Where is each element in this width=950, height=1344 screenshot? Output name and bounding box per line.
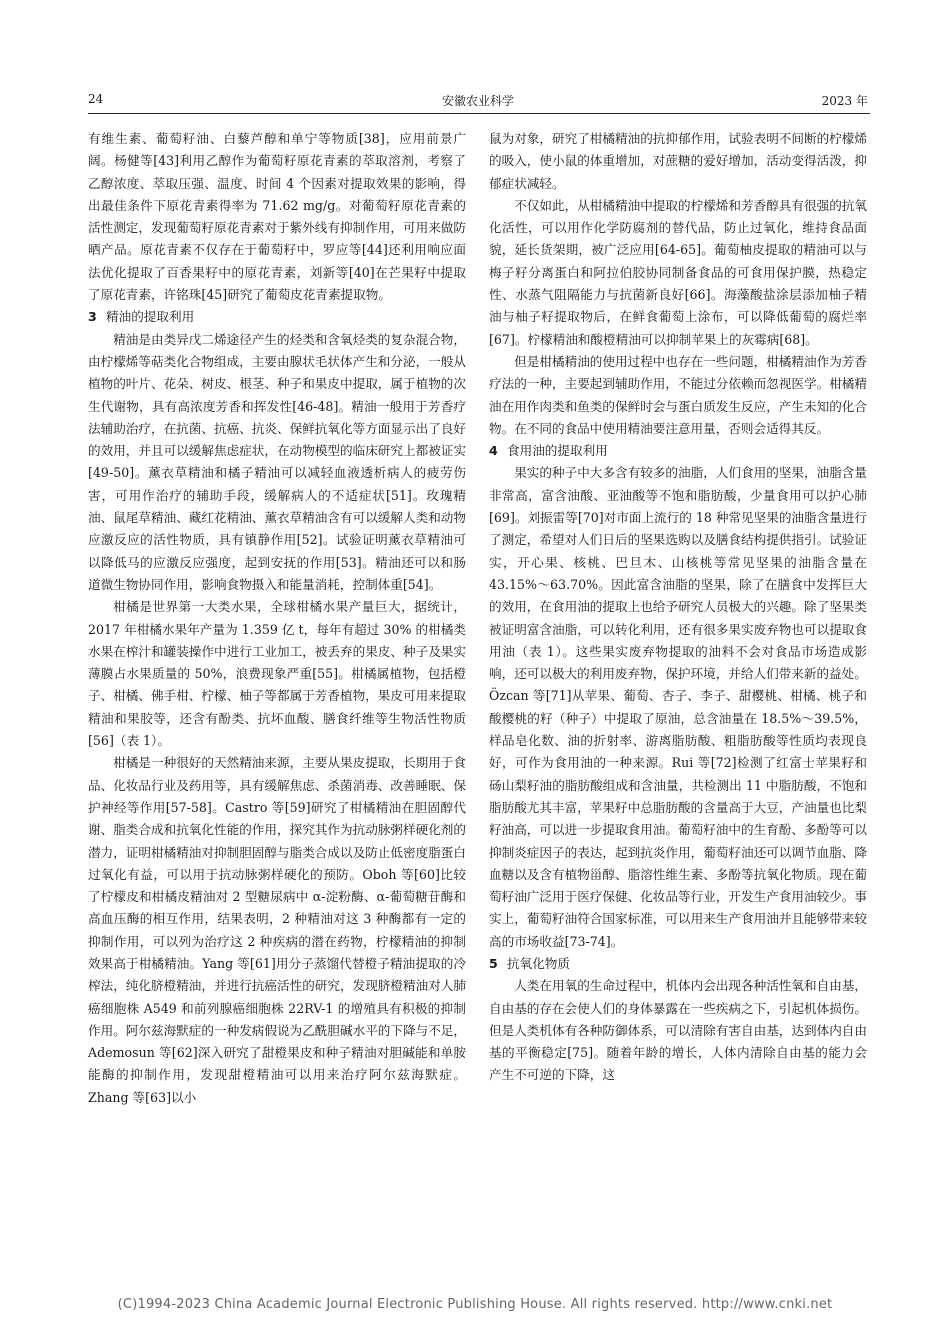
paragraph: Özcan 等[71]从苹果、葡萄、杏子、李子、甜樱桃、柑橘、桃子和酸樱桃的籽（种子）中提取了原油，总含油量在 18.5%～39.5%，样品皂化数、油的折射率、游离脂肪酸、粗脂肪酸等性质均表现良好，可作为食用油的一种来源。Rui 等[72]检测了红富士苹果籽和砀山梨籽油的脂肪酸组成和含油量，共检测出 11 中脂肪酸，不饱和脂肪酸尤其丰富，苹果籽中总脂肪酸的含量高于大豆，产油量也比梨籽油高，可以进一步提取食用油。葡萄籽油中的生育酚、多酚等可以抑制炎症因子的表达，起到抗炎作用，葡萄籽油还可以调节血脂、降血糖以及含有植物甾醇、脂溶性维生素、多酚等抗氧化物质。现在葡萄籽油广泛用于医疗保健、化妆品等行业，开发生产食用油较少。事实上，葡萄籽油符合国家标准，可以用来生产食用油并且能够带来较高的市场收益[73-74]。 [489,688,867,949]
section-heading [489,440,867,462]
paragraph: 鼠为对象，研究了柑橘精油的抗抑郁作用，试验表明不间断的柠檬烯的吸入，使小鼠的体重增加，对蔗糖的爱好增加，活动变得活泼，抑郁症状减轻。 [489,131,867,191]
paragraph: 但是柑橘精油的使用过程中也存在一些问题，柑橘精油作为芳香疗法的一种，主要起到辅助作用，不能过分依赖而忽视医学。柑橘精油在用作肉类和鱼类的保鲜时会与蛋白质发生反应，产生未知的化合物。在不同的食品中使用精油要注意用量，否则会适得其反。 [489,353,867,436]
section-number: 4 [489,443,498,459]
section-heading [489,953,867,975]
section-title: 抗氧化物质 [507,955,570,971]
right-column [489,128,867,1087]
copyright-footer: (C)1994-2023 China Academic Journal Electronic Publishing House. All rights reserved. http://www.cnki.net [117,1297,833,1312]
header-rule [88,113,870,114]
section-title: 精油的提取利用 [106,309,195,325]
publication-year: 2023 年 [821,94,868,108]
paragraph: 柑橘是世界第一大类水果，全球柑橘水果产量巨大，据统计，2017 年柑橘水果年产量为 1.359 亿 t，每年有超过 30% 的柑橘类水果在榨汁和罐装操作中进行工业加工，被丢弃的果皮、种子及果实薄膜占水果质量的 50%，浪费现象严重[55]。柑橘属植物，包括橙子、柑橘、佛手柑、柠檬、柚子等都属于芳香植物，果皮可用来提取精油和果胶等，还含有酚类、抗坏血酸、膳食纤维等生物活性物质[56]（表 1）。 [88,599,466,749]
paragraph: 不仅如此，从柑橘精油中提取的柠檬烯和芳香醇具有很强的抗氧化活性，可以用作化学防腐剂的替代品，防止过氧化，维持食品面貌，延长货架期，被广泛应用[64-65]。葡萄柚皮提取的精油可以与梅子籽分离蛋白和阿拉伯胶协同制备食品的可食用保护膜，热稳定性、水蒸气阻隔能力与抗菌新良好[66]。海藻酸盐涂层添加柚子精油与柚子籽提取物后，在鲜食葡萄上涂布，可以降低葡萄的腐烂率[67]。柠檬精油和酸橙精油可以抑制苹果上的灰霉病[68]。 [489,197,867,347]
section-heading [88,306,466,328]
section-number: 3 [88,309,97,325]
journal-title: 安徽农业科学 [441,94,514,108]
paragraph: 人类在用氧的生命过程中，机体内会出现各种活性氧和自由基，自由基的存在会使人们的身体暴露在一些疾病之下，引起机体损伤。但是人类机体有各种防御体系，可以清除有害自由基，达到体内自由基的平衡稳定[75]。随着年龄的增长，人体内清除自由基的能力会产生不可逆的下降，这 [489,978,867,1083]
section-title: 食用油的提取利用 [507,443,608,459]
paragraph: 精油是由类异戊二烯途径产生的烃类和含氧烃类的复杂混合物，由柠檬烯等萜类化合物组成，主要由腺状毛状体产生和分泌，一般从植物的叶片、花朵、树皮、根茎、种子和果皮中提取，属于植物的次生代谢物，具有高浓度芳香和挥发性[46-48]。精油一般用于芳香疗法辅助治疗，在抗菌、抗癌、抗炎、保鲜抗氧化等方面显示出了良好的效用，并且可以缓解焦虑症状，在动物模型的临床研究上都被证实[49-50]。薰衣草精油和橘子精油可以减轻血液透析病人的疲劳伤害，可用作治疗的辅助手段，缓解病人的不适症状[51]。玫瑰精油、鼠尾草精油、藏红花精油、薰衣草精油含有可以缓解人类和动物应激反应的活性物质，具有镇静作用[52]。试验证明薰衣草精油可以降低马的应激反应强度，起到安抚的作用[53]。精油还可以和肠道微生物协同作用，影响食物摄入和能量消耗，控制体重[54]。 [88,331,466,592]
running-header [88,92,868,110]
section-number: 5 [489,955,498,971]
page-number: 24 [88,92,104,106]
left-column [88,128,466,1109]
paragraph: 果实的种子中大多含有较多的油脂，人们食用的坚果，油脂含量非常高，富含油酸、亚油酸等不饱和脂肪酸，少量食用可以护心肺[69]。刘振雷等[70]对市面上流行的 18 种常见坚果的油脂含量进行了测定，希望对人们日后的坚果选购以及膳食结构提供指引。试验证实，开心果、核桃、巴旦木、山核桃等常见坚果的油脂含量在 43.15%～63.70%。因此富含油脂的坚果，除了在膳食中发挥巨大的效用，在食用油的提取上也给予研究人员极大的兴趣。除了坚果类被证明富含油脂，可以转化利用，还有很多果实废弃物也可以提取食用油（表 1）。这些果实废弃物提取的油料不会对食品市场造成影响，还可以极大的利用废弃物，保护环境，并给人们带来新的益处。 [489,465,867,682]
paragraph: 柑橘是一种很好的天然精油来源，主要从果皮提取，长期用于食品、化妆品行业及药用等，具有缓解焦虑、杀菌消毒、改善睡眠、保护神经等作用[57-58]。Castro 等[59]研究了柑橘精油在胆固醇代谢、脂类合成和抗氧化性能的作用，探究其作为抗动脉粥样硬化剂的潜力，证明柑橘精油对抑制胆固醇与脂类合成以及防止低密度脂蛋白过氧化有益，可以用于抗动脉粥样硬化的预防。Oboh 等[60]比较了柠檬皮和柑橘皮精油对 2 型糖尿病中 α-淀粉酶、α-葡萄糖苷酶和高血压酶的相互作用，结果表明，2 种精油对这 3 种酶都有一定的抑制作用，可以列为治疗这 2 种疾病的潜在药物，柠檬精油的抑制效果高于柑橘精油。Yang 等[61]用分子蒸馏代替橙子精油提取的冷榨法，纯化脐橙精油，并进行抗癌活性的研究，发现脐橙精油对人肺癌细胞株 A549 和前列腺癌细胞株 22RV-1 的增殖具有积极的抑制作用。阿尔兹海默症的一种发病假说为乙酰胆碱水平的下降与不足，Ademosun 等[62]深入研究了甜橙果皮和种子精油对胆碱能和单胺能酶的抑制作用，发现甜橙精油可以用来治疗阿尔兹海默症。Zhang 等[63]以小 [88,755,466,1105]
paragraph: 有维生素、葡萄籽油、白藜芦醇和单宁等物质[38]，应用前景广阔。杨健等[43]利用乙醇作为葡萄籽原花青素的萃取溶剂，考察了乙醇浓度、萃取压强、温度、时间 4 个因素对提取效果的影响，得出最佳条件下原花青素得率为 71.62 mg/g。对葡萄籽原花青素的活性测定，发现葡萄籽原花青素对于紫外线有抑制作用，可用来做防晒产品。原花青素不仅存在于葡萄籽中，罗应等[44]还利用响应面法优化提取了百香果籽中的原花青素，刘新等[40]在芒果籽中提取了原花青素，许铭珠[45]研究了葡萄皮花青素提取物。 [88,131,466,303]
